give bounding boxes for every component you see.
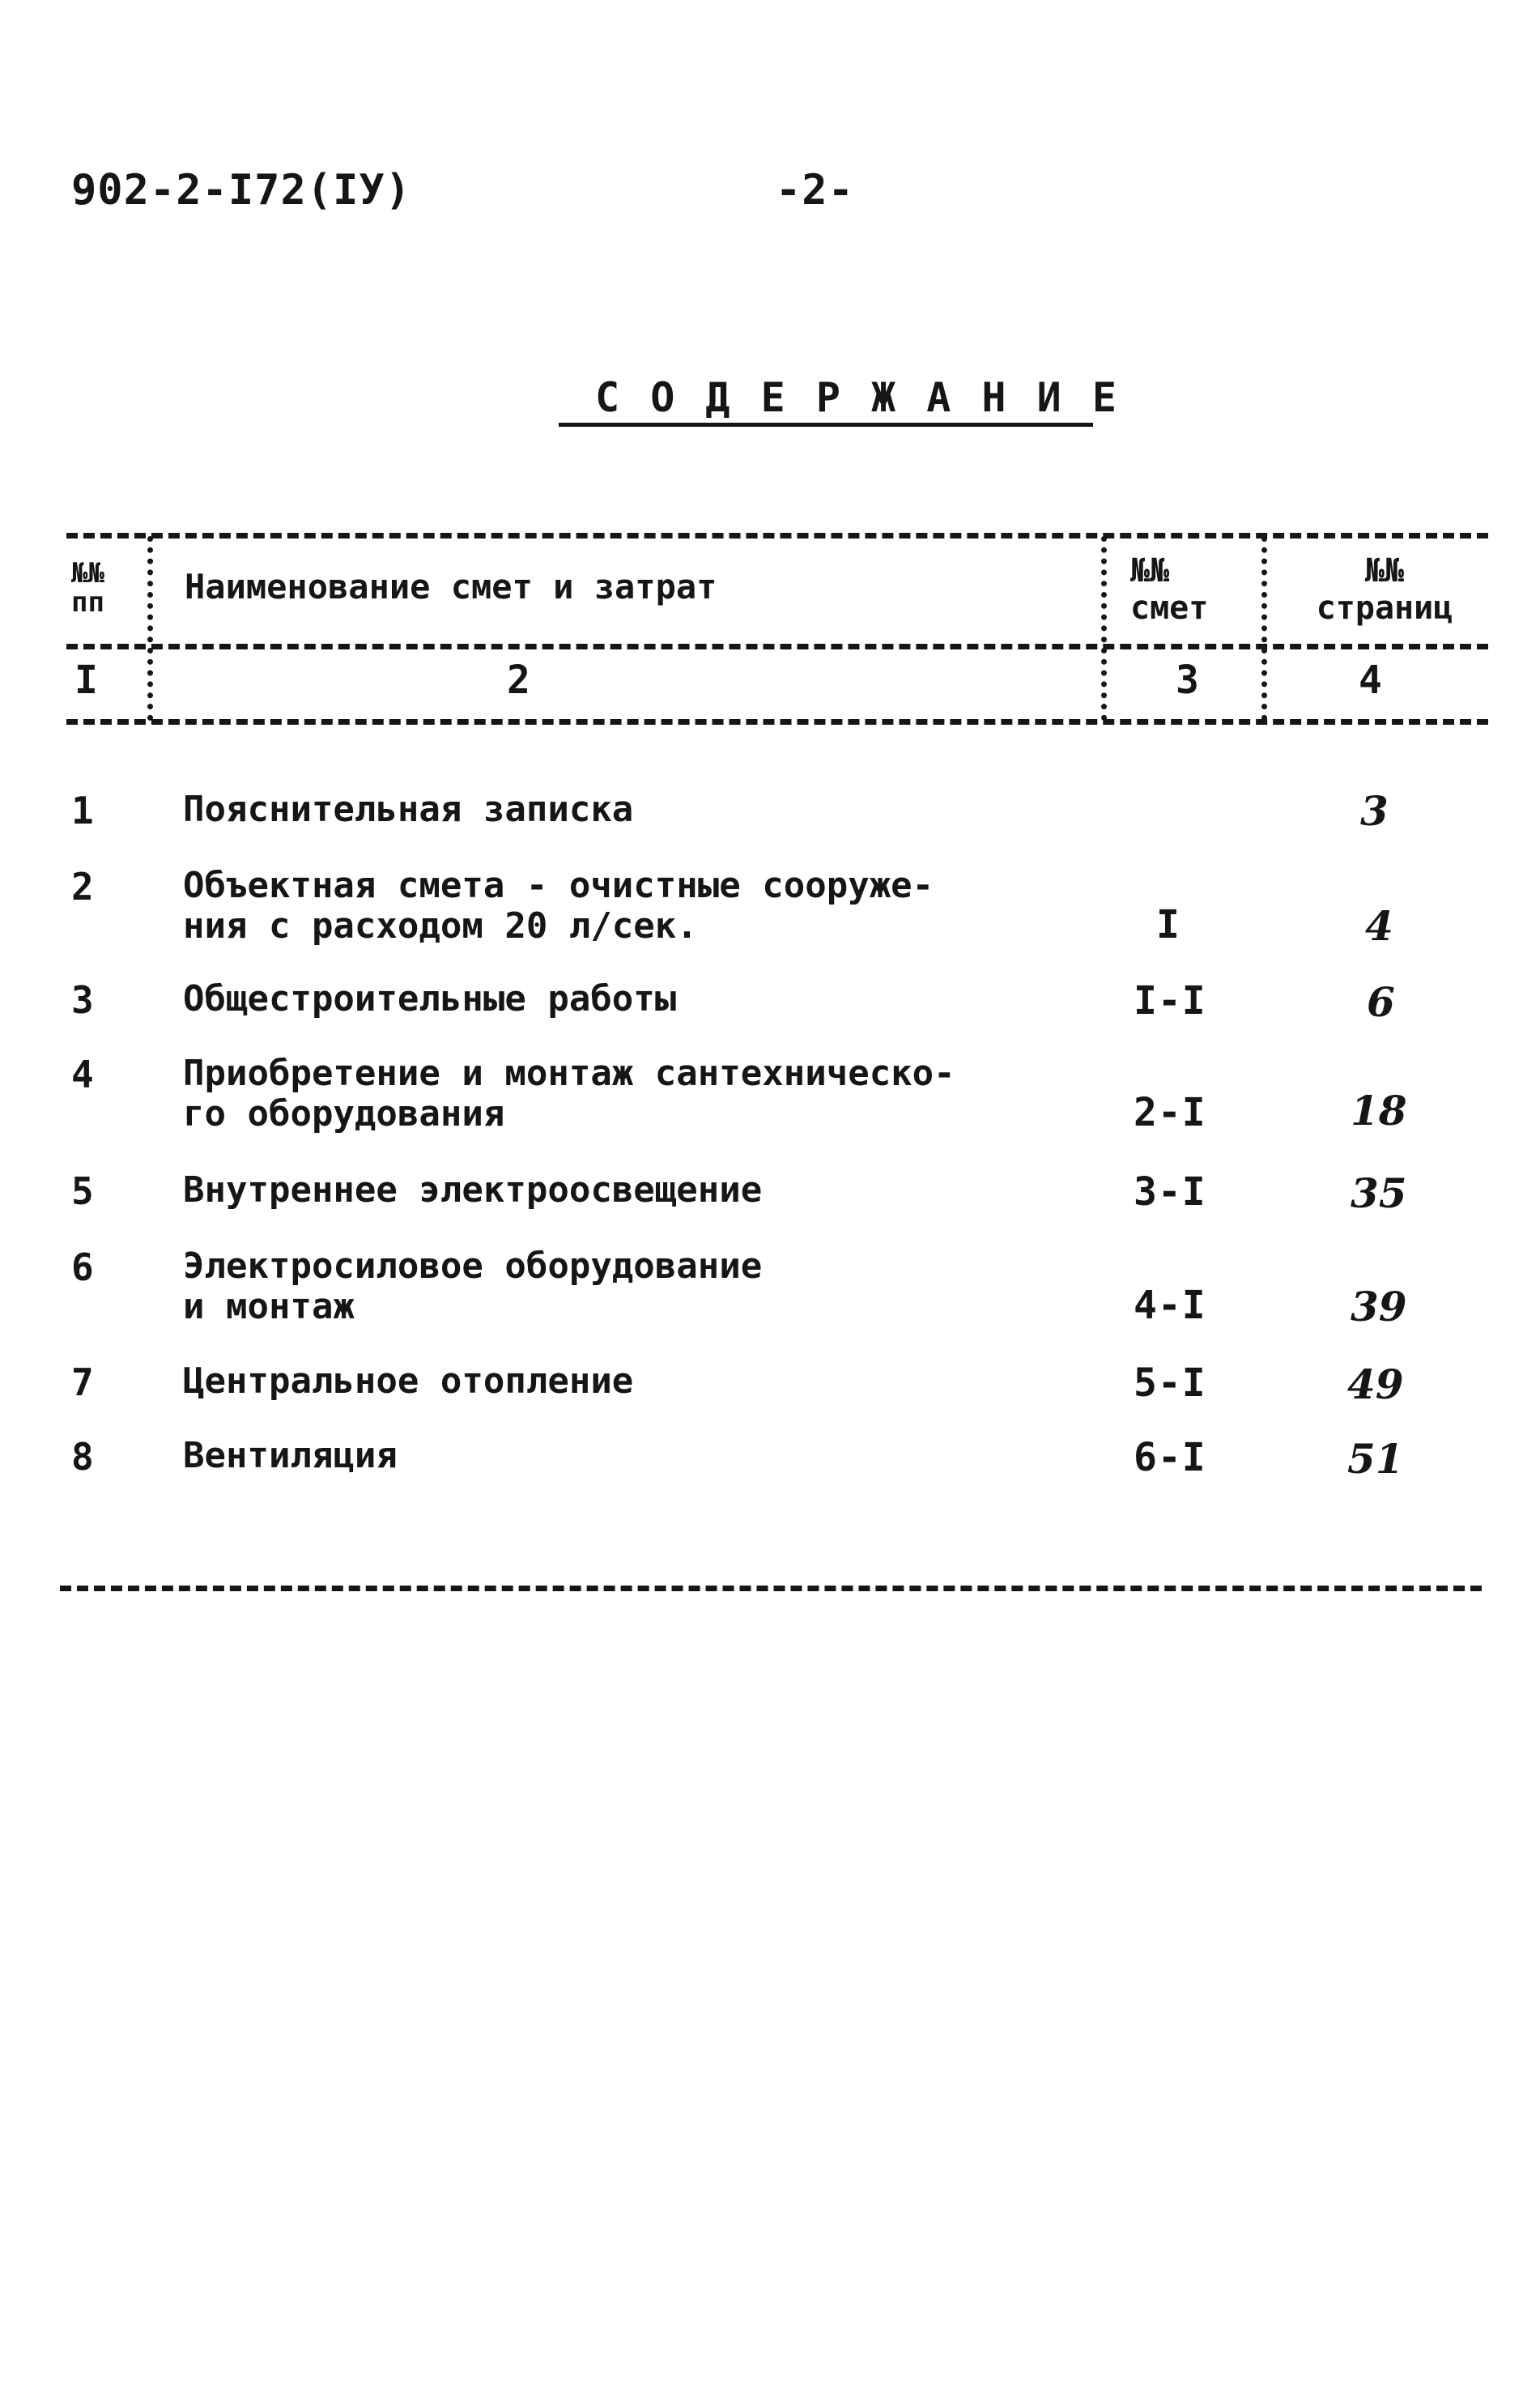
row-7-name: Центральное отопление (183, 1360, 634, 1402)
table-index-divider (66, 719, 1488, 725)
row-2-page: 4 (1365, 902, 1393, 950)
column-index-1: I (74, 658, 99, 703)
column-header-name: Наименование смет и затрат (185, 567, 717, 607)
row-5-page: 35 (1351, 1169, 1407, 1217)
row-4-name-line-1: Приобретение и монтаж сантехническо- (183, 1053, 955, 1094)
table-top-border (66, 533, 1488, 539)
row-5-name: Внутреннее электроосвещение (183, 1169, 763, 1211)
column-header-number: №№ пп (71, 557, 104, 619)
row-6-number: 6 (71, 1245, 95, 1289)
page-title: С О Д Е Р Ж А Н И Е (595, 374, 1120, 421)
row-4-page: 18 (1351, 1087, 1407, 1135)
row-8-page: 51 (1347, 1435, 1404, 1483)
row-4-estimate: 2-I (1134, 1090, 1206, 1135)
row-2-estimate: I (1156, 902, 1181, 947)
column-index-3: 3 (1176, 658, 1200, 703)
row-1-number: 1 (71, 789, 95, 832)
column-separator-2 (1101, 536, 1107, 721)
row-3-name: Общестроительные работы (183, 978, 677, 1020)
row-6-page: 39 (1351, 1283, 1407, 1330)
row-1-name: Пояснительная записка (183, 789, 634, 830)
row-5-estimate: 3-I (1134, 1169, 1206, 1215)
row-5-number: 5 (71, 1169, 95, 1213)
row-8-estimate: 6-I (1134, 1435, 1206, 1480)
column-separator-3 (1261, 536, 1267, 721)
row-7-number: 7 (71, 1360, 95, 1404)
column-index-2: 2 (507, 658, 531, 703)
row-2-name-line-1: Объектная смета - очистные сооруже- (183, 865, 934, 906)
column-index-4: 4 (1359, 658, 1383, 703)
table-bottom-border (60, 1586, 1482, 1591)
row-1-page: 3 (1360, 787, 1389, 835)
row-7-estimate: 5-I (1134, 1360, 1206, 1406)
row-8-name: Вентиляция (183, 1435, 398, 1476)
title-underline (559, 423, 1093, 427)
column-separator-1 (147, 536, 153, 721)
row-3-estimate: I-I (1134, 978, 1206, 1024)
row-4-name-line-2: го оборудования (183, 1093, 505, 1135)
row-7-page: 49 (1347, 1360, 1404, 1408)
page-number: -2- (776, 166, 854, 215)
column-header-pages: №№ страниц (1316, 552, 1453, 627)
row-3-page: 6 (1367, 978, 1395, 1026)
document-code: 902-2-I72(IУ) (71, 166, 411, 215)
row-6-estimate: 4-I (1134, 1283, 1206, 1328)
column-header-estimate: №№ смет (1130, 552, 1209, 627)
row-3-number: 3 (71, 978, 95, 1022)
row-2-number: 2 (71, 865, 95, 909)
row-6-name-line-1: Электросиловое оборудование (183, 1245, 763, 1287)
table-header-divider (66, 644, 1488, 649)
row-6-name-line-2: и монтаж (183, 1286, 355, 1327)
row-4-number: 4 (71, 1053, 95, 1096)
row-2-name-line-2: ния с расходом 20 л/сек. (183, 905, 698, 947)
row-8-number: 8 (71, 1435, 95, 1479)
